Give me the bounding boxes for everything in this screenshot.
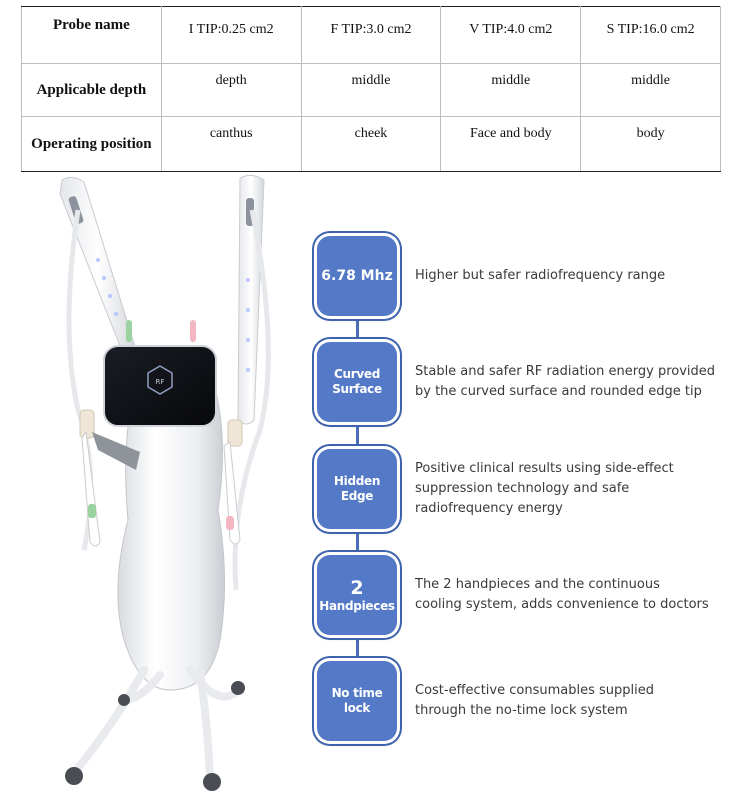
table-cell: middle xyxy=(301,64,441,117)
desc-line: suppression technology and safe xyxy=(415,481,630,496)
desc-line: cooling system, adds convenience to doctors xyxy=(415,597,709,612)
feature-description xyxy=(415,449,715,529)
feature-description xyxy=(415,342,715,422)
table-cell: middle xyxy=(441,64,581,117)
feature-no-time-lock xyxy=(317,661,717,741)
badge-text: Edge xyxy=(340,489,374,503)
badge-hidden-edge xyxy=(317,449,397,529)
row-label: Applicable depth xyxy=(22,64,162,117)
feature-description xyxy=(415,661,715,741)
badge-text: Surface xyxy=(332,382,382,396)
desc-line: Higher but safer radiofrequency range xyxy=(415,268,666,283)
table-header-row xyxy=(22,7,721,64)
badge-handpieces xyxy=(317,555,397,635)
badge-text: Handpieces xyxy=(319,598,395,613)
table-cell: Face and body xyxy=(441,117,581,172)
header-probe-name: Probe name xyxy=(22,7,162,64)
desc-line: by the curved surface and rounded edge tip xyxy=(415,384,702,399)
feature-handpieces xyxy=(317,555,717,635)
desc-line: through the no-time lock system xyxy=(415,703,628,718)
feature-description xyxy=(415,555,715,635)
table-cell: body xyxy=(581,117,721,172)
desc-line: Cost-effective consumables supplied xyxy=(415,683,654,698)
desc-line: radiofrequency energy xyxy=(415,501,563,516)
badge-text: Curved xyxy=(333,367,381,381)
screen-logo: RF xyxy=(155,378,165,386)
badge-text: 6.78 Mhz xyxy=(321,267,393,284)
probe-spec-table xyxy=(21,6,721,172)
badge-no-time-lock xyxy=(317,661,397,741)
header-f-tip: F TIP:3.0 cm2 xyxy=(301,7,441,64)
badge-text: Hidden xyxy=(333,474,381,488)
desc-line: The 2 handpieces and the continuous xyxy=(415,577,660,592)
header-i-tip: I TIP:0.25 cm2 xyxy=(161,7,301,64)
badge-text: 2 xyxy=(350,576,364,599)
badge-frequency xyxy=(317,236,397,316)
table-row-depth xyxy=(22,64,721,117)
header-v-tip: V TIP:4.0 cm2 xyxy=(441,7,581,64)
desc-line: Stable and safer RF radiation energy provided xyxy=(415,364,716,379)
badge-curved-surface xyxy=(317,342,397,422)
table-cell: canthus xyxy=(161,117,301,172)
table-cell: middle xyxy=(581,64,721,117)
feature-frequency xyxy=(317,236,717,316)
desc-line: Positive clinical results using side-effect xyxy=(415,461,674,476)
rf-device-image xyxy=(40,170,300,800)
table-cell: cheek xyxy=(301,117,441,172)
header-s-tip: S TIP:16.0 cm2 xyxy=(581,7,721,64)
badge-text: lock xyxy=(343,701,371,715)
feature-hidden-edge xyxy=(317,449,717,529)
table-row-position xyxy=(22,117,721,172)
feature-description xyxy=(415,236,715,316)
badge-text: No time xyxy=(331,686,383,700)
table-cell: depth xyxy=(161,64,301,117)
row-label: Operating position xyxy=(22,117,162,172)
feature-curved-surface xyxy=(317,342,717,422)
